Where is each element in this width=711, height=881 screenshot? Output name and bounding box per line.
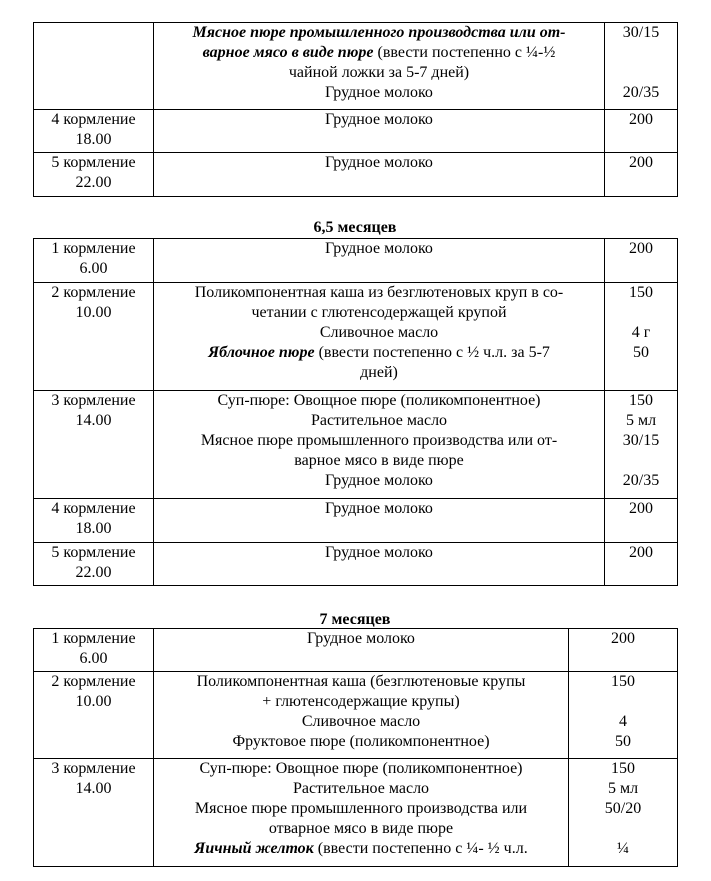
food-item: Грудное молоко	[325, 500, 433, 517]
feeding-time: 10.00	[75, 693, 112, 710]
food-item: Грудное молоко	[325, 111, 433, 128]
food-item-note: (ввести постепенно с ¼- ½ ч.л.	[313, 840, 528, 857]
feeding-time: 18.00	[75, 520, 112, 537]
food-item-bold: Яичный желток	[194, 840, 314, 857]
amount-cell	[569, 759, 678, 867]
amount-value: 50	[615, 733, 631, 750]
amount-value: 4 г	[631, 324, 651, 341]
feeding-label: 1 кормление	[51, 240, 136, 257]
food-item: Грудное молоко	[325, 84, 433, 101]
food-item: отварное мясо в виде пюре	[268, 820, 454, 837]
food-item: Мясное пюре промышленного производства или от-	[200, 432, 558, 449]
food-item: Поликомпонентная каша из безглютеновых круп в со-	[194, 284, 564, 301]
feeding-label: 4 кормление	[51, 500, 136, 517]
food-item-note: дней)	[360, 364, 398, 381]
table-row	[34, 239, 678, 283]
amount-value: 4	[619, 713, 627, 730]
amount-value: 200	[629, 500, 653, 517]
amount-value: 5 мл	[625, 412, 657, 429]
table-row	[34, 543, 678, 586]
feeding-cell	[34, 629, 154, 672]
amount-cell	[605, 110, 678, 153]
food-item: + глютенсодержащие крупы)	[262, 693, 460, 710]
feeding-label: 5 кормление	[51, 154, 136, 171]
food-cell	[154, 23, 605, 110]
food-item-bold: варное мясо в виде пюре	[202, 44, 374, 61]
amount-value: 150	[611, 760, 635, 777]
feeding-time: 14.00	[75, 780, 112, 797]
amount-value: 150	[629, 392, 653, 409]
feeding-time: 14.00	[75, 412, 112, 429]
amount-cell	[605, 391, 678, 499]
food-item: Растительное масло	[310, 412, 448, 429]
feeding-time: 6.00	[79, 650, 108, 667]
amount-cell	[605, 23, 678, 110]
table-row	[34, 110, 678, 153]
amount-value: 200	[629, 240, 653, 257]
food-item-bold: Яблочное пюре	[208, 344, 315, 361]
table-row	[34, 672, 678, 759]
feeding-cell	[34, 499, 154, 543]
amount-cell	[605, 153, 678, 197]
section-heading: 6,5 месяцев	[313, 219, 397, 236]
amount-value: 200	[629, 154, 653, 171]
amount-cell	[605, 499, 678, 543]
feeding-label: 3 кормление	[51, 392, 136, 409]
table-row	[34, 499, 678, 543]
food-cell	[154, 239, 605, 283]
feeding-table-continued	[33, 22, 678, 197]
amount-value: 20/35	[622, 472, 660, 489]
food-item: Мясное пюре промышленного производства или	[194, 800, 528, 817]
food-item: варное мясо в виде пюре	[294, 452, 464, 469]
feeding-label: 2 кормление	[51, 284, 136, 301]
feeding-label: 3 кормление	[51, 760, 136, 777]
food-cell	[154, 672, 569, 759]
food-item: Поликомпонентная каша (безглютеновые крупы	[196, 673, 526, 690]
section-heading: 7 месяцев	[319, 611, 391, 628]
food-cell	[154, 543, 605, 586]
amount-value: 200	[629, 111, 653, 128]
food-item: Растительное масло	[292, 780, 430, 797]
food-item-note: (ввести постепенно с ¼-½	[373, 44, 556, 61]
amount-value: 20/35	[622, 84, 660, 101]
feeding-cell	[34, 283, 154, 391]
amount-value: 150	[629, 284, 653, 301]
feeding-time: 18.00	[75, 131, 112, 148]
amount-cell	[605, 543, 678, 586]
food-item: четании с глютенсодержащей крупой	[251, 304, 507, 321]
amount-value: 50/20	[604, 800, 642, 817]
food-cell	[154, 391, 605, 499]
table-row	[34, 23, 678, 110]
feeding-cell	[34, 110, 154, 153]
amount-cell	[569, 672, 678, 759]
food-item: Сливочное масло	[319, 324, 439, 341]
food-cell	[154, 759, 569, 867]
amount-value: 5 мл	[607, 780, 639, 797]
amount-value: 150	[611, 673, 635, 690]
food-item: Фруктовое пюре (поликомпонентное)	[232, 733, 490, 750]
amount-value: ¼	[617, 840, 629, 857]
feeding-cell	[34, 239, 154, 283]
food-item-bold: Мясное пюре промышленного производства или от-	[192, 24, 566, 41]
food-cell	[154, 499, 605, 543]
food-item: Грудное молоко	[325, 240, 433, 257]
feeding-label: 5 кормление	[51, 544, 136, 561]
feeding-label: 1 кормление	[51, 630, 136, 647]
feeding-cell	[34, 153, 154, 197]
amount-value: 200	[629, 544, 653, 561]
feeding-table-7-months	[33, 628, 678, 867]
food-item-note: чайной ложки за 5-7 дней)	[288, 64, 470, 81]
feeding-time: 22.00	[75, 174, 112, 191]
feeding-label: 4 кормление	[51, 111, 136, 128]
table-row	[34, 759, 678, 867]
feeding-cell	[34, 759, 154, 867]
food-item: Грудное молоко	[325, 472, 433, 489]
food-item-note: (ввести постепенно с ½ ч.л. за 5-7	[314, 344, 550, 361]
feeding-cell	[34, 543, 154, 586]
feeding-cell	[34, 391, 154, 499]
amount-value: 30/15	[622, 432, 660, 449]
food-cell	[154, 283, 605, 391]
amount-value: 30/15	[622, 24, 660, 41]
feeding-time: 22.00	[75, 564, 112, 581]
food-item: Грудное молоко	[307, 630, 415, 647]
amount-value: 50	[633, 344, 649, 361]
food-item: Сливочное масло	[301, 713, 421, 730]
feeding-cell	[34, 672, 154, 759]
food-cell	[154, 110, 605, 153]
amount-cell	[569, 629, 678, 672]
table-row	[34, 391, 678, 499]
feeding-label: 2 кормление	[51, 673, 136, 690]
feeding-cell	[34, 23, 154, 110]
feeding-table-6-5-months	[33, 238, 678, 586]
amount-value: 200	[611, 630, 635, 647]
food-cell	[154, 629, 569, 672]
food-item: Суп-пюре: Овощное пюре (поликомпонентное)	[199, 760, 523, 777]
table-row	[34, 283, 678, 391]
feeding-time: 10.00	[75, 304, 112, 321]
food-item: Суп-пюре: Овощное пюре (поликомпонентное)	[217, 392, 541, 409]
feeding-time: 6.00	[79, 260, 108, 277]
amount-cell	[605, 283, 678, 391]
food-item: Грудное молоко	[325, 154, 433, 171]
table-row	[34, 153, 678, 197]
table-row	[34, 629, 678, 672]
food-item: Грудное молоко	[325, 544, 433, 561]
food-cell	[154, 153, 605, 197]
amount-cell	[605, 239, 678, 283]
